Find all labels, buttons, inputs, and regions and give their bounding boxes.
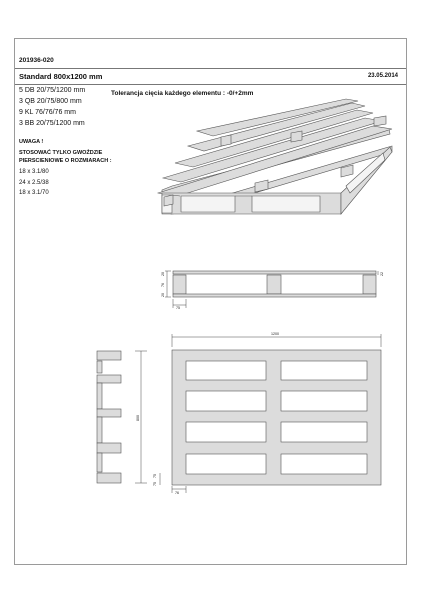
dim-label-width-1200: 1200 bbox=[271, 332, 279, 336]
nail-size-3: 18 x 3.1/70 bbox=[19, 190, 49, 196]
dim-label-side-20-bottom: 20 bbox=[161, 293, 165, 297]
top-view bbox=[172, 350, 381, 485]
dim-label-side-76: 76 bbox=[161, 283, 165, 287]
dim-label-corner-75b: 75 bbox=[153, 482, 157, 486]
dim-label-height-800: 800 bbox=[136, 415, 140, 421]
nail-size-2: 24 x 2.5/38 bbox=[19, 180, 49, 186]
dim-label-side-20-top: 20 bbox=[161, 272, 165, 276]
isometric-pallet-view bbox=[158, 99, 392, 214]
dim-label-corner-75a: 75 bbox=[153, 474, 157, 478]
spec-line-3: 9 KL 76/76/76 mm bbox=[19, 109, 76, 116]
tolerance-note: Tolerancja cięcia każdego elementu : -0/+2mm bbox=[111, 90, 254, 97]
drawing-date: 23.05.2014 bbox=[367, 73, 398, 79]
dim-label-bottom-76: 76 bbox=[175, 491, 179, 495]
warning-line-2: PIERSCIENIOWE O ROZMIARACH : bbox=[19, 158, 112, 164]
warning-line-1: STOSOWAĆ TYLKO GWOŹDZIE bbox=[19, 150, 103, 156]
dim-label-side-75: 75 bbox=[176, 306, 180, 310]
drawing-title: Standard 800x1200 mm bbox=[19, 72, 103, 81]
end-view bbox=[97, 351, 121, 483]
drawing-code: 201936-020 bbox=[19, 57, 54, 64]
spec-line-1: 5 DB 20/75/1200 mm bbox=[19, 87, 86, 94]
side-view bbox=[173, 271, 376, 297]
spec-line-2: 3 QB 20/75/800 mm bbox=[19, 98, 82, 105]
dim-label-side-22: 22 bbox=[380, 272, 384, 276]
spec-line-4: 3 BB 20/75/1200 mm bbox=[19, 120, 85, 127]
nail-size-1: 18 x 3.1/80 bbox=[19, 169, 49, 175]
warning-title: UWAGA ! bbox=[19, 139, 44, 145]
